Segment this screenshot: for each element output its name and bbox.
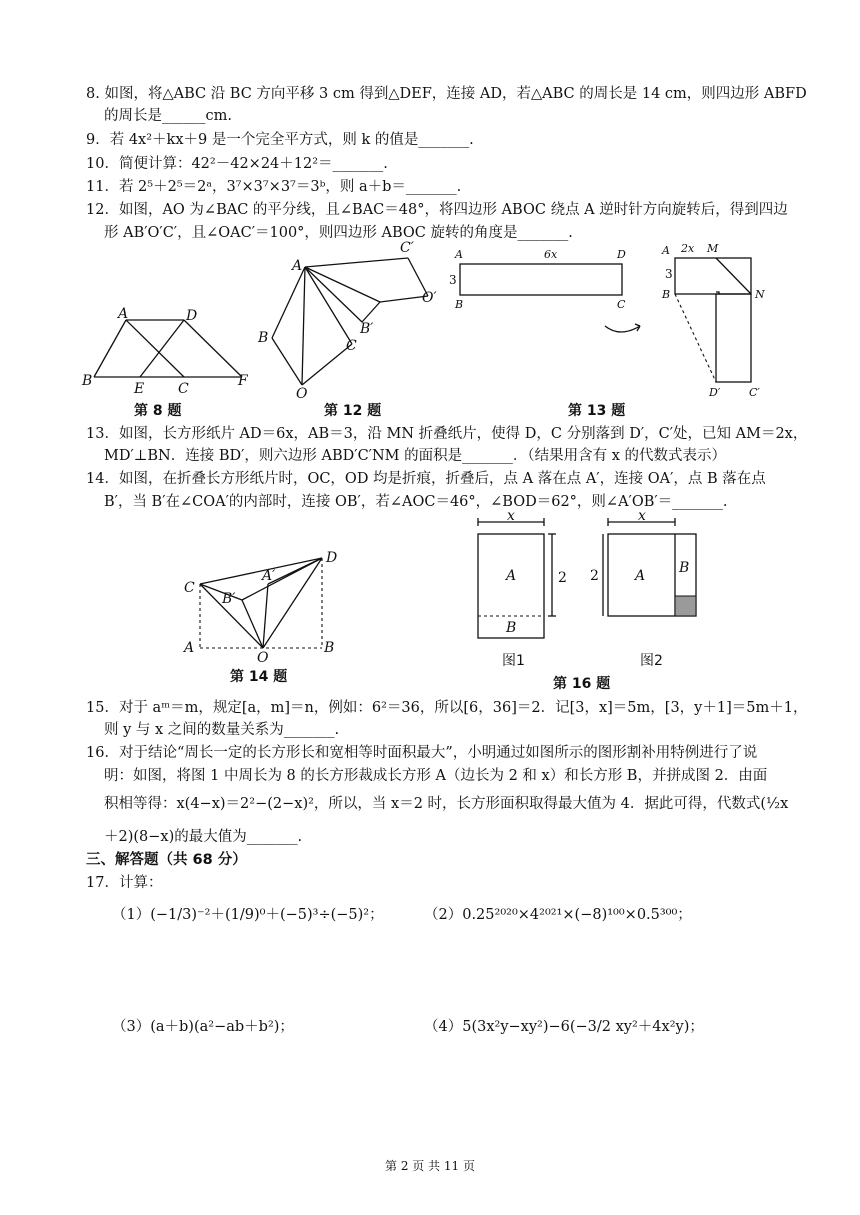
page-footer: 第 2 页 共 11 页: [385, 1159, 475, 1173]
svg-text:C: C: [178, 381, 189, 395]
svg-text:B: B: [324, 640, 335, 656]
svg-text:A: A: [635, 568, 646, 584]
q16-line1: 16．对于结论“周长一定的长方形长和宽相等时面积最大”，小明通过如图所示的图形割补用特例进行了说: [86, 745, 758, 761]
q14-line2: B′，当 B′在∠COA′的内部时，连接 OB′，若∠AOC＝46°，∠BOD＝62°，则∠A′OB′＝_______.: [104, 494, 728, 510]
svg-text:O: O: [257, 650, 269, 666]
svg-text:O: O: [296, 386, 308, 400]
svg-text:6x: 6x: [544, 248, 558, 261]
caption-fig16: 第 16 题: [553, 676, 611, 692]
q16-line3: 积相等得：x(4−x)＝2²−(2−x)²，所以，当 x＝2 时，长方形面积取得最大值为 4．据此可得，代数式(½x: [104, 796, 789, 812]
figure-q13: [445, 238, 785, 403]
svg-text:C: C: [184, 580, 195, 596]
svg-text:B′: B′: [360, 321, 374, 337]
q11: 11．若 2⁵＋2⁵＝2ᵃ，3⁷×3⁷×3⁷＝3ᵇ，则 a＋b＝_______.: [86, 179, 462, 195]
svg-text:M: M: [707, 242, 719, 255]
svg-text:2: 2: [558, 570, 567, 586]
caption-fig16-1: 图1: [502, 653, 525, 669]
svg-text:A: A: [292, 258, 303, 274]
q14-line1: 14．如图，在折叠长方形纸片时，OC，OD 均是折痕，折叠后，点 A 落在点 A′，连接 OA′，点 B 落在点: [86, 471, 766, 487]
svg-text:A′: A′: [262, 568, 276, 584]
svg-text:D: D: [326, 550, 338, 566]
q17-part3: （3）(a＋b)(a²−ab＋b²)；: [112, 1019, 294, 1035]
svg-text:B: B: [258, 330, 269, 346]
q8-line1: 8. 如图，将△ABC 沿 BC 方向平移 3 cm 得到△DEF，连接 AD，若△ABC 的周长是 14 cm，则四边形 ABFD: [86, 86, 807, 102]
q17-part2: （2）0.25²⁰²⁰×4²⁰²¹×(−8)¹⁰⁰×0.5³⁰⁰；: [424, 907, 692, 923]
figure-q14: [180, 548, 345, 666]
svg-text:C: C: [617, 298, 626, 311]
svg-text:D: D: [186, 308, 198, 324]
svg-text:D′: D′: [709, 386, 721, 399]
svg-text:B: B: [455, 298, 464, 311]
q16-line2: 明：如图，将图 1 中周长为 8 的长方形裁成长方形 A（边长为 2 和 x）和长方形 B，并拼成图 2．由面: [104, 768, 768, 784]
q17-part1: （1）(−1/3)⁻²＋(1/9)⁰＋(−5)³÷(−5)²；: [112, 907, 384, 923]
svg-text:N: N: [755, 288, 765, 301]
q13-line2: MD′⊥BN．连接 BD′，则六边形 ABD′C′NM 的面积是_______．（结果用含有 x 的代数式表示）: [104, 448, 727, 464]
svg-text:2: 2: [590, 568, 599, 584]
caption-fig14: 第 14 题: [230, 669, 288, 685]
caption-fig16-2: 图2: [640, 653, 663, 669]
svg-text:2x: 2x: [681, 242, 695, 255]
svg-text:A: A: [506, 568, 517, 584]
q13-line1: 13．如图，长方形纸片 AD＝6x，AB＝3，沿 MN 折叠纸片，使得 D，C 分别落到 D′，C′处，已知 AM＝2x，: [86, 426, 808, 442]
q12-line2: 形 AB′O′C′，且∠OAC′＝100°，则四边形 ABOC 旋转的角度是_______.: [104, 225, 573, 241]
svg-text:3: 3: [449, 273, 457, 287]
svg-text:x: x: [507, 510, 515, 524]
svg-text:B′: B′: [222, 591, 236, 607]
q17-title: 17．计算：: [86, 875, 163, 891]
svg-text:C: C: [346, 338, 357, 354]
svg-text:B: B: [679, 560, 690, 576]
svg-text:F: F: [238, 373, 248, 389]
q12-line1: 12．如图，AO 为∠BAC 的平分线，且∠BAC＝48°，将四边形 ABOC 绕点 A 逆时针方向旋转后，得到四边: [86, 202, 788, 218]
caption-fig13: 第 13 题: [568, 403, 626, 419]
q15-line1: 15．对于 aᵐ＝m，规定[a，m]＝n，例如：6²＝36，所以[6，36]＝2．记[3，x]＝5m，[3，y＋1]＝5m＋1，: [86, 700, 808, 716]
q8-line2: 的周长是______cm.: [104, 108, 232, 124]
q10: 10．简便计算：42²－42×24＋12²＝_______.: [86, 156, 388, 172]
figure-q8: [80, 305, 260, 395]
q15-line2: 则 y 与 x 之间的数量关系为_______.: [104, 722, 340, 738]
svg-text:A: A: [184, 640, 195, 656]
q16-line4: ＋2)(8−x)的最大值为_______.: [104, 829, 303, 845]
svg-text:x: x: [638, 510, 646, 524]
caption-fig12: 第 12 题: [324, 403, 382, 419]
svg-text:D: D: [617, 248, 626, 261]
figure-q16: [470, 510, 710, 645]
svg-text:A: A: [455, 248, 463, 261]
svg-text:A: A: [118, 306, 129, 322]
svg-text:B: B: [82, 373, 93, 389]
svg-text:O′: O′: [422, 290, 437, 306]
caption-fig8: 第 8 题: [134, 403, 182, 419]
svg-text:3: 3: [665, 267, 673, 281]
svg-text:B: B: [662, 288, 671, 301]
svg-text:E: E: [134, 381, 145, 395]
svg-text:C′: C′: [749, 386, 760, 399]
q9: 9．若 4x²＋kx＋9 是一个完全平方式，则 k 的值是_______.: [86, 132, 474, 148]
section-heading: 三、解答题（共 68 分）: [86, 852, 247, 868]
svg-text:C′: C′: [400, 240, 414, 256]
q17-part4: （4）5(3x²y−xy²)−6(−3/2 xy²＋4x²y)；: [424, 1019, 704, 1035]
figure-q12: [250, 240, 450, 400]
svg-text:A: A: [662, 244, 670, 257]
svg-text:B: B: [506, 620, 517, 636]
